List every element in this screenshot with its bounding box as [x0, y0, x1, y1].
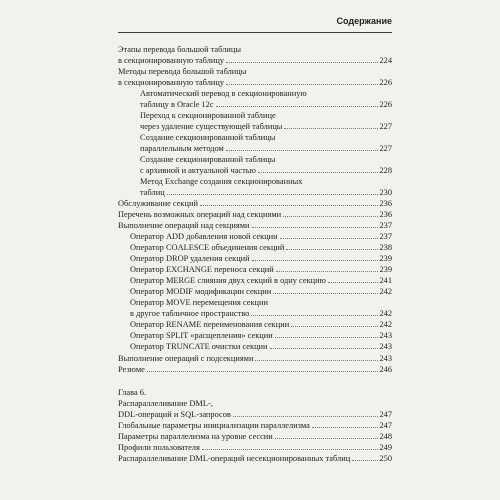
toc-entry-text: в секционированную таблицу [118, 56, 225, 65]
toc-entry-text: Создание секционированной таблицы [140, 133, 276, 142]
dot-leader [284, 128, 378, 129]
toc-page-number: 224 [379, 56, 392, 65]
toc-entry-text: параллельным методом [140, 144, 224, 153]
toc-entry [118, 77, 392, 88]
toc-entry [118, 398, 392, 409]
toc-entry-text: Оператор MERGE слияния двух секций в одну секцию [130, 276, 326, 285]
toc-entry [140, 143, 392, 154]
toc-entry [118, 353, 392, 364]
toc-entry-text: Профили пользователя [118, 443, 200, 452]
dot-leader [328, 282, 379, 283]
toc-entry [118, 220, 392, 231]
toc-entry [118, 420, 392, 431]
toc-page-number: 228 [379, 166, 392, 175]
dot-leader [312, 427, 379, 428]
toc-entry-text: Оператор MODIF модификации секции [130, 287, 272, 296]
dot-leader [276, 271, 379, 272]
toc-page-number: 241 [379, 276, 392, 285]
dot-leader [216, 106, 379, 107]
toc-entry-text: Оператор MOVE перемещения секции [130, 298, 268, 307]
toc-entry [130, 319, 392, 330]
toc-entry [130, 308, 392, 319]
toc-entry [140, 132, 392, 143]
dot-leader [147, 371, 379, 372]
toc-entry [118, 442, 392, 453]
toc-entry [130, 330, 392, 341]
toc-page-number: 243 [379, 354, 392, 363]
toc-page-number: 239 [379, 265, 392, 274]
toc-entry [118, 364, 392, 375]
toc-entry-text: Оператор EXCHANGE переноса секций [130, 265, 274, 274]
toc-entry-text: Глобальные параметры инициализации параллелизма [118, 421, 310, 430]
toc-entry [140, 121, 392, 132]
toc-entry-text: DDL-операций и SQL-запросов [118, 410, 231, 419]
toc-entry [130, 264, 392, 275]
toc-entry-text: Параметры параллелизма на уровне сессии [118, 432, 273, 441]
toc-entry [140, 165, 392, 176]
toc-page-number: 239 [379, 254, 392, 263]
toc-entry [130, 231, 392, 242]
toc-entry-text: Этапы перевода большой таблицы [118, 45, 241, 54]
toc-entry [118, 44, 392, 55]
dot-leader [258, 172, 379, 173]
toc-page-number: 250 [379, 454, 392, 463]
toc-entry-text: в секционированную таблицу [118, 78, 225, 87]
dot-leader [226, 84, 378, 85]
toc-entry-text: таблицу в Oracle 12c [140, 100, 214, 109]
toc-entry [130, 242, 392, 253]
toc-page-number: 236 [379, 210, 392, 219]
toc-entry-text: с архивной и актуальной частью [140, 166, 256, 175]
toc-page-number: 226 [379, 100, 392, 109]
toc-entry-text: Создание секционированной таблицы [140, 155, 276, 164]
toc-entry [118, 453, 392, 464]
dot-leader [275, 337, 379, 338]
toc-entry-text: Оператор RENAME переименования секции [130, 320, 290, 329]
toc-page-number: 226 [379, 78, 392, 87]
toc-page-number: 243 [379, 342, 392, 351]
dot-leader [167, 194, 379, 195]
dot-leader [202, 449, 379, 450]
toc-entry-text: Распараллеливание DML-операций несекционированных таблиц [118, 454, 351, 463]
toc-entry-text: в другое табличное пространство [130, 309, 250, 318]
toc-page-number: 242 [379, 287, 392, 296]
toc-entry [130, 286, 392, 297]
toc-entry [140, 176, 392, 187]
dot-leader [352, 460, 378, 461]
toc-entry-text: Выполнение операций с подсекциями [118, 354, 254, 363]
toc-entry-text: Автоматический перевод в секционированную [140, 89, 307, 98]
toc-entry [118, 431, 392, 442]
toc-entry-text: Глава 6. [118, 388, 147, 397]
toc-page-number: 237 [379, 221, 392, 230]
toc-entry [130, 253, 392, 264]
toc-page-number: 246 [379, 365, 392, 374]
toc-entry-text: Обслуживание секций [118, 199, 198, 208]
toc-page-number: 248 [379, 432, 392, 441]
dot-leader [291, 326, 378, 327]
toc-entry [118, 387, 392, 398]
toc-entry-text: Оператор DROP удаления секций [130, 254, 250, 263]
toc-entry [118, 409, 392, 420]
toc-entry [118, 209, 392, 220]
dot-leader [226, 62, 378, 63]
header-title: Содержание [336, 16, 392, 26]
toc-page-number: 230 [379, 188, 392, 197]
dot-leader [280, 238, 379, 239]
toc-entry [118, 66, 392, 77]
dot-leader [226, 150, 379, 151]
running-header [118, 14, 392, 33]
toc-page-number: 227 [379, 122, 392, 131]
dot-leader [233, 416, 379, 417]
toc-entry-text: Распараллеливание DML-, [118, 399, 213, 408]
toc-entry-text: Оператор COALESCE объединения секций [130, 243, 285, 252]
toc-page-number: 247 [379, 410, 392, 419]
dot-leader [273, 293, 378, 294]
dot-leader [200, 205, 378, 206]
toc-page-number: 227 [379, 144, 392, 153]
toc-page-number: 236 [379, 199, 392, 208]
toc-entry [140, 99, 392, 110]
toc-entry [130, 297, 392, 308]
toc-page-number: 247 [379, 421, 392, 430]
toc-entry-text: Оператор ADD добавления новой секции [130, 232, 278, 241]
toc-page-number: 242 [379, 320, 392, 329]
toc-page-number: 242 [379, 309, 392, 318]
toc-entry [130, 275, 392, 286]
toc-entry [118, 198, 392, 209]
toc-entry [140, 88, 392, 99]
toc-entry [118, 55, 392, 66]
toc-entry [140, 154, 392, 165]
toc-entry-text: через удаление существующей таблицы [140, 122, 283, 131]
toc-entry-text: Оператор TRUNCATE очистки секции [130, 342, 268, 351]
toc-entry [130, 341, 392, 352]
toc-page-number: 238 [379, 243, 392, 252]
toc-entry [140, 110, 392, 121]
toc-entry-text: Переход к секционированной таблице [140, 111, 276, 120]
toc-entry [140, 187, 392, 198]
dot-leader [270, 348, 379, 349]
dot-leader [252, 260, 379, 261]
dot-leader [251, 315, 378, 316]
toc-entry-text: таблиц [140, 188, 165, 197]
toc-page-number: 243 [379, 331, 392, 340]
toc-entry-text: Оператор SPLIT «расщепления» секции [130, 331, 273, 340]
toc-entry-text: Перечень возможных операций над секциями [118, 210, 282, 219]
toc-page-number: 237 [379, 232, 392, 241]
toc-entry-text: Метод Exchange создания секционированных [140, 177, 303, 186]
toc-entry-text: Методы перевода большой таблицы [118, 67, 247, 76]
dot-leader [252, 227, 379, 228]
toc-entry-text: Выполнение операций над секциями [118, 221, 250, 230]
toc-entry-text: Резюме [118, 365, 145, 374]
dot-leader [275, 438, 379, 439]
dot-leader [255, 360, 378, 361]
toc-page-number: 249 [379, 443, 392, 452]
dot-leader [286, 249, 378, 250]
dot-leader [283, 216, 378, 217]
